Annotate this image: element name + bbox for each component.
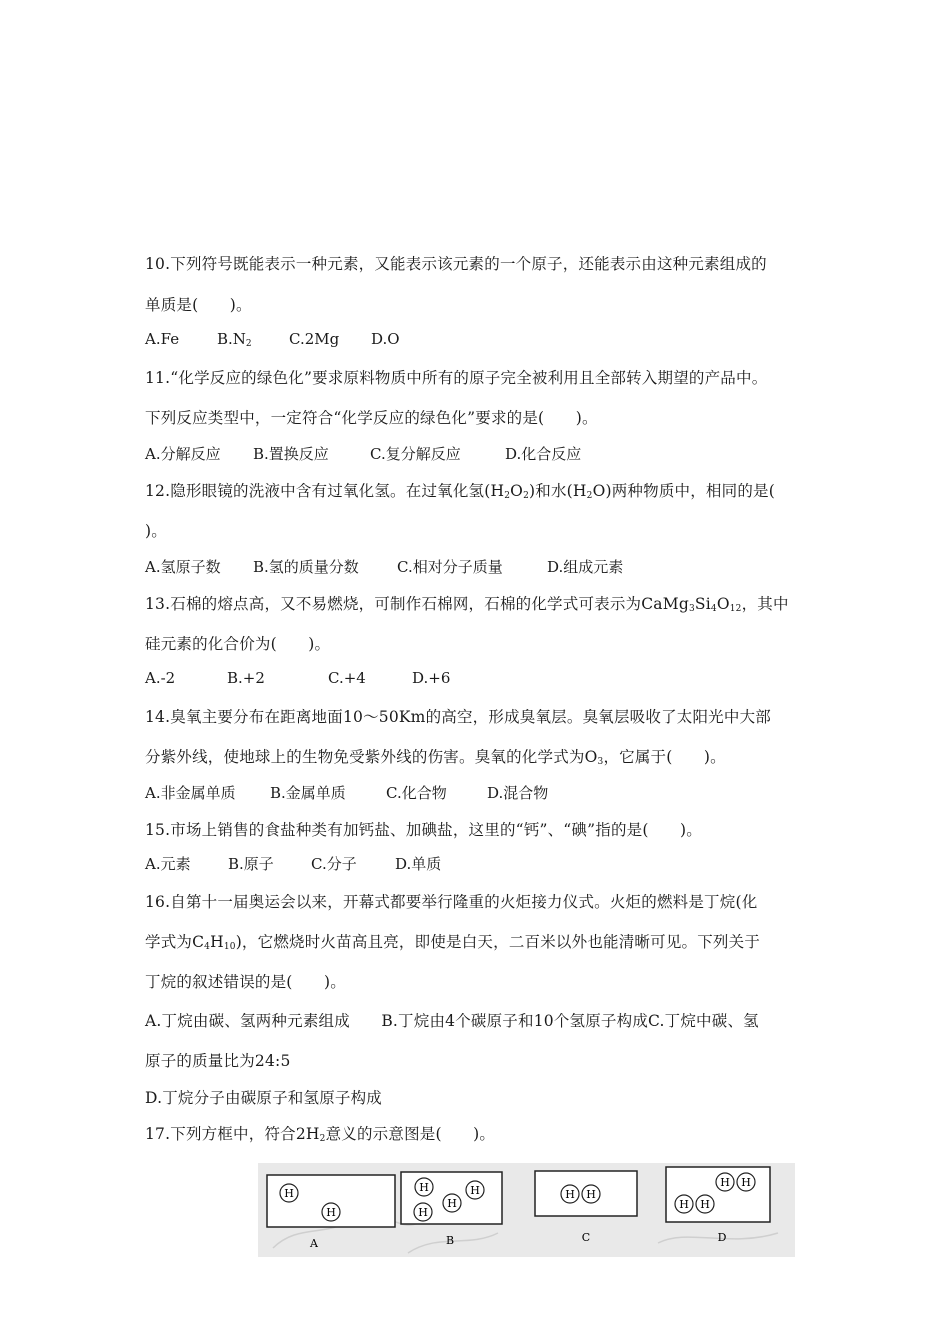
q12-stem-line1: 12.隐形眼镜的洗液中含有过氧化氢。在过氧化氢$(H_2O_2)$和水$(H_2O)$两种物质中，相同的是(: [145, 482, 775, 501]
q10-options: [145, 330, 400, 349]
svg-text:H: H: [700, 1198, 710, 1211]
svg-text:H: H: [586, 1188, 596, 1201]
q12-option-c: C.相对分子质量: [397, 558, 503, 576]
option-d-label: D: [717, 1231, 727, 1244]
option-b-label: B: [445, 1234, 455, 1247]
q11-stem-line1: 11.“化学反应的绿色化”要求原料物质中所有的原子完全被利用且全部转入期望的产品中。: [145, 369, 768, 387]
svg-text:H: H: [720, 1176, 730, 1189]
q12-option-d: D.组成元素: [547, 558, 624, 576]
q16-stem-line2: 学式为$C_4H_{10}$)，它燃烧时火苗高且亮，即使是白天，二百米以外也能清晰可见。下列关于: [145, 933, 761, 952]
q16-options-line1: A.丁烷由碳、氢两种元素组成 B.丁烷由4个碳原子和10个氢原子构成C.丁烷中碳、氢: [145, 1012, 759, 1030]
q17-diagram-svg: [258, 1163, 795, 1257]
option-a-label: A: [310, 1237, 318, 1250]
q12-option-a: A.氢原子数: [145, 558, 221, 576]
q10-option-d: D.O: [371, 330, 400, 348]
q11-option-d: D.化合反应: [505, 445, 582, 463]
svg-text:H: H: [419, 1181, 429, 1194]
svg-text:H: H: [679, 1198, 689, 1211]
atom-h-icon: [443, 1194, 461, 1212]
atom-h-icon: [716, 1173, 734, 1191]
q13-option-d: D.+6: [412, 669, 451, 687]
svg-text:H: H: [284, 1187, 294, 1200]
q10-option-a: A.Fe: [145, 330, 180, 348]
q12-option-b: B.氢的质量分数: [253, 558, 359, 576]
q10-stem-line1: 10.下列符号既能表示一种元素，又能表示该元素的一个原子，还能表示由这种元素组成的: [145, 255, 767, 273]
option-d-box: [666, 1167, 770, 1222]
atom-h-icon: [696, 1195, 714, 1213]
q13-option-a: A.-2: [145, 669, 176, 687]
q13-option-c: C.+4: [328, 669, 366, 687]
atom-h-icon: [322, 1203, 340, 1221]
atom-h-icon: [280, 1184, 298, 1202]
option-c-label: C: [581, 1231, 591, 1244]
q10-option-c: C.2Mg: [289, 330, 340, 348]
q13-stem-line2: 硅元素的化合价为( )。: [145, 635, 331, 653]
q16-stem-line3: 丁烷的叙述错误的是( )。: [145, 973, 346, 991]
atom-h-icon: [414, 1203, 432, 1221]
q14-option-d: D.混合物: [487, 784, 549, 802]
q10-stem-line2: 单质是( )。: [145, 296, 252, 314]
q17-diagram: [258, 1163, 795, 1257]
atom-h-icon: [737, 1173, 755, 1191]
atom-h-icon: [415, 1178, 433, 1196]
svg-text:H: H: [418, 1206, 428, 1219]
q10-option-b: $B.N_2$: [217, 330, 252, 349]
q16-stem-line1: 16.自第十一届奥运会以来，开幕式都要举行隆重的火炬接力仪式。火炬的燃料是丁烷(化: [145, 893, 758, 911]
atom-h-icon: [466, 1181, 484, 1199]
q12-stem-line2: )。: [145, 522, 167, 540]
atom-h-icon: [561, 1185, 579, 1203]
q14-option-c: C.化合物: [386, 784, 447, 802]
q15-stem-line1: 15.市场上销售的食盐种类有加钙盐、加碘盐，这里的“钙”、“碘”指的是( )。: [145, 821, 702, 839]
q15-option-d: D.单质: [395, 855, 442, 873]
atom-h-icon: [582, 1185, 600, 1203]
q14-option-b: B.金属单质: [270, 784, 346, 802]
q14-option-a: A.非金属单质: [145, 784, 236, 802]
q13-options: [145, 669, 450, 687]
atom-h-icon: [675, 1195, 693, 1213]
q11-stem-line2: 下列反应类型中，一定符合“化学反应的绿色化”要求的是( )。: [145, 409, 598, 427]
q15-option-b: B.原子: [228, 855, 274, 873]
q14-stem-line1: 14.臭氧主要分布在距离地面10～50Km的高空，形成臭氧层。臭氧层吸收了太阳光中大部: [145, 708, 771, 726]
svg-text:H: H: [447, 1197, 457, 1210]
svg-text:H: H: [326, 1206, 336, 1219]
q14-stem-line2: 分紫外线，使地球上的生物免受紫外线的伤害。臭氧的化学式为$O_3$，它属于( )。: [145, 748, 726, 767]
q16-options-line3: D.丁烷分子由碳原子和氢原子构成: [145, 1089, 383, 1107]
q11-option-a: A.分解反应: [145, 445, 221, 463]
q14-options: [145, 782, 548, 803]
q11-option-b: B.置换反应: [253, 445, 329, 463]
q11-option-c: C.复分解反应: [370, 445, 461, 463]
q17-stem-line1: 17.下列方框中，符合$2H_2$意义的示意图是( )。: [145, 1125, 496, 1144]
q12-options: [145, 556, 623, 577]
q16-options-line2: 原子的质量比为24:5: [145, 1052, 291, 1070]
q15-options: [145, 853, 441, 874]
q11-options: [145, 443, 581, 464]
q15-option-c: C.分子: [311, 855, 357, 873]
q13-option-b: B.+2: [227, 669, 265, 687]
svg-text:H: H: [565, 1188, 575, 1201]
q13-stem-line1: 13.石棉的熔点高，又不易燃烧，可制作石棉网，石棉的化学式可表示为$CaMg_3Si_4O_{12}$，其中: [145, 595, 789, 614]
svg-text:H: H: [470, 1184, 480, 1197]
q15-option-a: A.元素: [145, 855, 191, 873]
svg-text:H: H: [741, 1176, 751, 1189]
